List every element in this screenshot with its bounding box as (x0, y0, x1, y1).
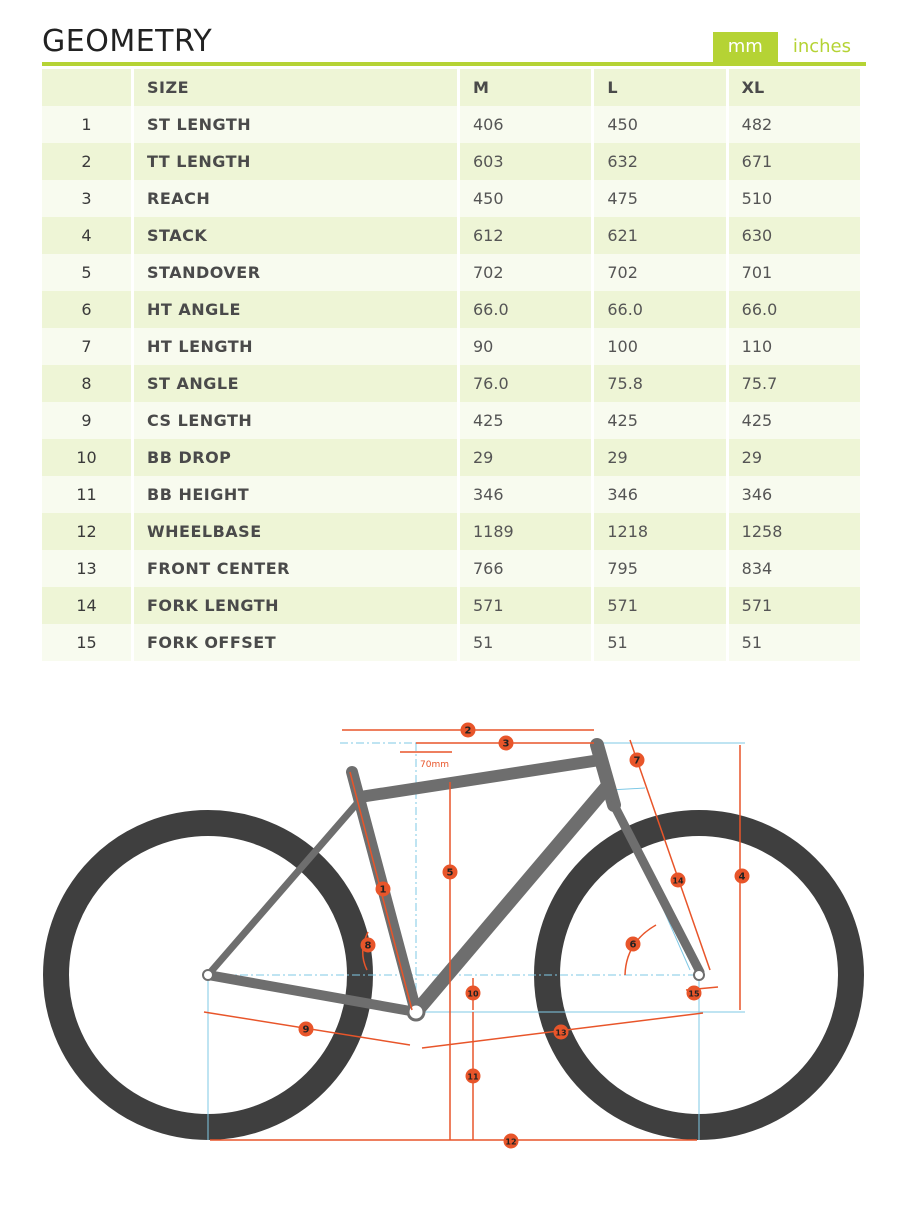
size-xl-value: 29 (729, 439, 860, 476)
row-number: 13 (42, 550, 131, 587)
size-l-value: 571 (594, 587, 725, 624)
size-xl-value: 571 (729, 587, 860, 624)
unit-toggle (713, 32, 866, 62)
row-number: 10 (42, 439, 131, 476)
marker-14-label: 14 (672, 876, 684, 886)
measurement-name: WHEELBASE (134, 513, 457, 550)
geometry-table (39, 69, 863, 661)
unit-mm-button[interactable]: mm (713, 32, 778, 62)
size-m-value: 766 (460, 550, 591, 587)
marker-11-label: 11 (467, 1072, 479, 1082)
table-row (42, 402, 860, 439)
measurement-name: BB HEIGHT (134, 476, 457, 513)
size-m-value: 450 (460, 180, 591, 217)
size-l-value: 66.0 (594, 291, 725, 328)
row-number: 2 (42, 143, 131, 180)
table-row (42, 180, 860, 217)
row-number: 11 (42, 476, 131, 513)
size-l-value: 632 (594, 143, 725, 180)
marker-5-label: 5 (446, 867, 454, 879)
marker-6-label: 6 (629, 939, 637, 951)
size-l-value: 29 (594, 439, 725, 476)
table-row (42, 291, 860, 328)
table-row (42, 439, 860, 476)
size-m-value: 702 (460, 254, 591, 291)
table-row (42, 513, 860, 550)
size-xl-value: 346 (729, 476, 860, 513)
size-m-value: 76.0 (460, 365, 591, 402)
table-row (42, 587, 860, 624)
size-xl-value: 75.7 (729, 365, 860, 402)
size-l-value: 1218 (594, 513, 725, 550)
size-xl-value: 701 (729, 254, 860, 291)
table-row (42, 624, 860, 661)
size-l-value: 621 (594, 217, 725, 254)
size-l-value: 425 (594, 402, 725, 439)
unit-inches-button[interactable]: inches (792, 36, 851, 57)
size-xl-value: 66.0 (729, 291, 860, 328)
marker-10-label: 10 (467, 989, 479, 999)
size-m-value: 603 (460, 143, 591, 180)
row-number: 14 (42, 587, 131, 624)
size-m-value: 90 (460, 328, 591, 365)
measurement-name: HT LENGTH (134, 328, 457, 365)
table-row (42, 476, 860, 513)
table-row (42, 550, 860, 587)
row-number: 1 (42, 106, 131, 143)
column-header: M (460, 69, 591, 106)
row-number: 7 (42, 328, 131, 365)
size-m-value: 425 (460, 402, 591, 439)
measurement-name: ST ANGLE (134, 365, 457, 402)
marker-12-label: 12 (505, 1137, 517, 1147)
size-xl-value: 510 (729, 180, 860, 217)
marker-15-label: 15 (688, 989, 700, 999)
size-m-value: 51 (460, 624, 591, 661)
page-title: GEOMETRY (42, 24, 213, 59)
size-xl-value: 1258 (729, 513, 860, 550)
front-axle (694, 970, 704, 980)
table-row (42, 328, 860, 365)
size-m-value: 66.0 (460, 291, 591, 328)
size-l-value: 475 (594, 180, 725, 217)
row-number: 3 (42, 180, 131, 217)
row-number: 5 (42, 254, 131, 291)
row-number: 12 (42, 513, 131, 550)
column-header: SIZE (134, 69, 457, 106)
table-row (42, 106, 860, 143)
measurement-name: STANDOVER (134, 254, 457, 291)
measurement-name: FRONT CENTER (134, 550, 457, 587)
row-number: 8 (42, 365, 131, 402)
size-xl-value: 630 (729, 217, 860, 254)
row-number: 9 (42, 402, 131, 439)
size-l-value: 702 (594, 254, 725, 291)
rear-axle (203, 970, 213, 980)
size-xl-value: 110 (729, 328, 860, 365)
table-row (42, 365, 860, 402)
column-header (42, 69, 131, 106)
measurement-name: ST LENGTH (134, 106, 457, 143)
marker-4-label: 4 (738, 871, 746, 883)
size-xl-value: 671 (729, 143, 860, 180)
size-l-value: 346 (594, 476, 725, 513)
size-xl-value: 834 (729, 550, 860, 587)
row-number: 4 (42, 217, 131, 254)
size-l-value: 51 (594, 624, 725, 661)
size-xl-value: 425 (729, 402, 860, 439)
column-header: L (594, 69, 725, 106)
marker-2-label: 2 (464, 725, 472, 737)
column-header: XL (729, 69, 860, 106)
measurement-name: HT ANGLE (134, 291, 457, 328)
table-header-row (42, 69, 860, 106)
measurement-name: REACH (134, 180, 457, 217)
marker-13-label: 13 (555, 1028, 567, 1038)
marker-8-label: 8 (364, 940, 372, 952)
size-xl-value: 482 (729, 106, 860, 143)
measurement-name: TT LENGTH (134, 143, 457, 180)
size-m-value: 571 (460, 587, 591, 624)
measurement-name: FORK LENGTH (134, 587, 457, 624)
measurement-name: CS LENGTH (134, 402, 457, 439)
size-l-value: 75.8 (594, 365, 725, 402)
row-number: 6 (42, 291, 131, 328)
bike-geometry-diagram (0, 700, 913, 1160)
marker-9-label: 9 (302, 1024, 310, 1036)
table-row (42, 217, 860, 254)
size-m-value: 1189 (460, 513, 591, 550)
size-m-value: 612 (460, 217, 591, 254)
size-xl-value: 51 (729, 624, 860, 661)
bike-frame (208, 745, 700, 1012)
measurement-name: FORK OFFSET (134, 624, 457, 661)
marker-7-label: 7 (633, 755, 641, 767)
marker-1-label: 1 (379, 884, 387, 896)
size-m-value: 346 (460, 476, 591, 513)
measurement-name: STACK (134, 217, 457, 254)
offset-70mm-label: 70mm (420, 760, 449, 770)
size-l-value: 450 (594, 106, 725, 143)
table-row (42, 143, 860, 180)
size-m-value: 29 (460, 439, 591, 476)
table-row (42, 254, 860, 291)
size-l-value: 100 (594, 328, 725, 365)
size-m-value: 406 (460, 106, 591, 143)
marker-3-label: 3 (502, 738, 510, 750)
row-number: 15 (42, 624, 131, 661)
title-rule (42, 62, 866, 66)
size-l-value: 795 (594, 550, 725, 587)
measurement-name: BB DROP (134, 439, 457, 476)
